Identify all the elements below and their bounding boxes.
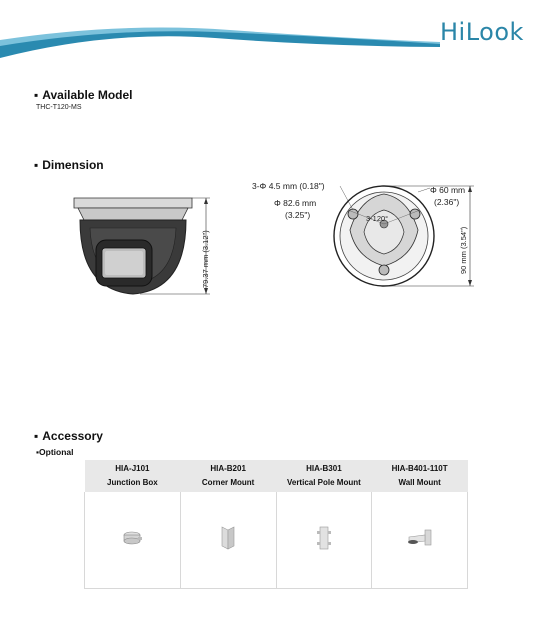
pole-mount-icon: [315, 525, 333, 551]
side-height-label: 79.37 mm (3.12"): [201, 230, 210, 288]
inner-label-mm: Φ 60 mm: [430, 185, 466, 195]
accessory-header-2: HIA-B201 Corner Mount: [180, 460, 276, 492]
angle-label: 3-120°: [366, 214, 389, 223]
base-height-label: 90 mm (3.54"): [459, 226, 468, 274]
wall-mount-icon: [405, 529, 435, 547]
inner-label-in: (2.36"): [434, 197, 460, 207]
circle-label-mm: Φ 82.6 mm: [274, 198, 317, 208]
accessory-cell-3: [276, 492, 372, 589]
accessory-cell-1: [85, 492, 181, 589]
accessory-cell-4: [372, 492, 468, 589]
corner-mount-icon: [219, 525, 237, 551]
accessory-cell-2: [180, 492, 276, 589]
circle-label-in: (3.25"): [285, 210, 311, 220]
hilook-logo: HiLook: [440, 18, 524, 46]
accessory-image-row: [85, 492, 468, 589]
accessory-header-4: HIA-B401-110T Wall Mount: [372, 460, 468, 492]
accessory-header-3: HIA-B301 Vertical Pole Mount: [276, 460, 372, 492]
accessory-title: ▪ Accessory: [34, 429, 103, 443]
model-number: THC-T120-MS: [36, 104, 82, 111]
optional-label: ▪Optional: [36, 447, 74, 457]
dimension-title: ▪ Dimension: [34, 158, 104, 172]
accessory-header-row: [85, 460, 468, 492]
accessory-header-1: HIA-J101 Junction Box: [85, 460, 181, 492]
accessory-table: [84, 460, 468, 589]
hole-label: 3-Φ 4.5 mm (0.18"): [252, 181, 325, 191]
available-model-title: ▪ Available Model: [34, 88, 133, 102]
junction-box-icon: [120, 530, 144, 546]
